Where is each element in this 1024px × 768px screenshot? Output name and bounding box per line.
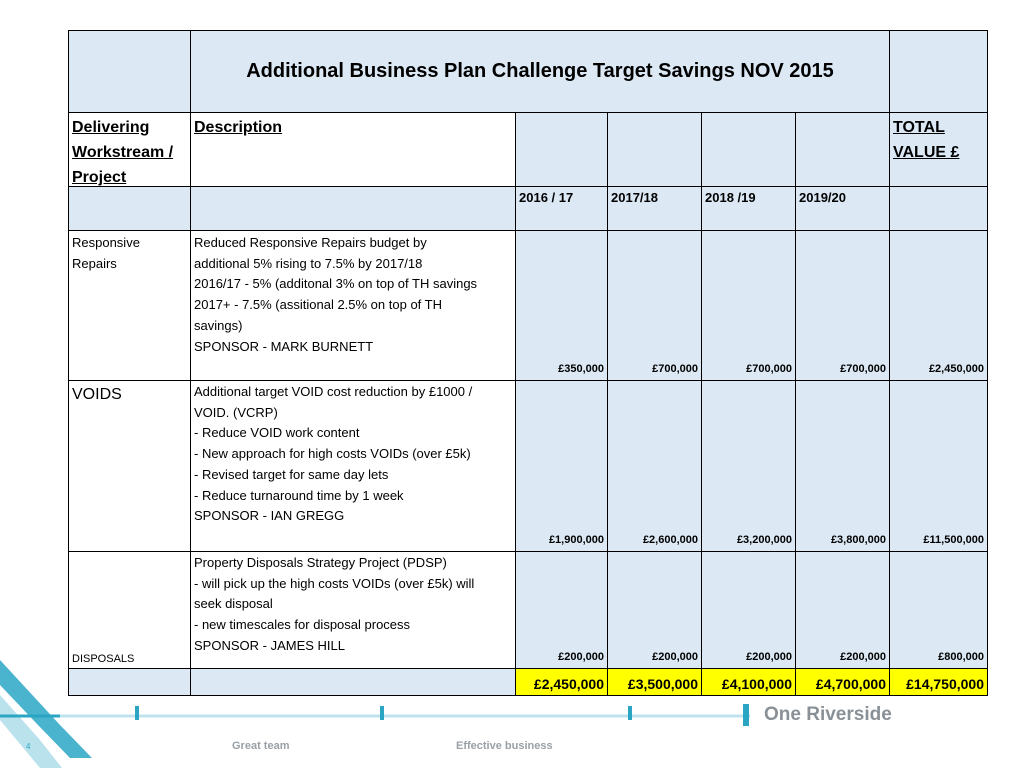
progress-tick	[135, 706, 139, 720]
value-cell: £350,000	[515, 230, 608, 381]
value-cell: £2,600,000	[607, 380, 702, 552]
workstream-line: VOIDS	[72, 386, 122, 403]
top-left-header-cell	[68, 30, 191, 113]
header-workstream-line-1: Delivering	[72, 119, 150, 136]
teal-swoosh	[0, 660, 92, 758]
value-cell: £200,000	[607, 551, 702, 669]
description-line: - Reduce turnaround time by 1 week	[194, 487, 404, 503]
total-value-cell: £4,100,000	[701, 668, 796, 696]
value-cell: £200,000	[515, 551, 608, 669]
value-cell: £700,000	[607, 230, 702, 381]
value-cell: £200,000	[701, 551, 796, 669]
year-row-blank-1	[68, 186, 191, 231]
workstream-line: Responsive	[72, 235, 140, 250]
total-value-cell: £4,700,000	[795, 668, 890, 696]
description-line: - new timescales for disposal process	[194, 617, 411, 633]
row-total-cell: £800,000	[889, 551, 988, 669]
description-line: seek disposal	[194, 596, 273, 612]
description-line: additional 5% rising to 7.5% by 2017/18	[194, 255, 423, 271]
header-blank-y2	[607, 112, 702, 187]
value-cell: £200,000	[795, 551, 890, 669]
workstream-line: DISPOSALS	[72, 653, 135, 665]
description-line: SPONSOR - IAN GREGG	[194, 508, 345, 524]
value-cell: £3,800,000	[795, 380, 890, 552]
total-value-cell: £2,450,000	[515, 668, 608, 696]
header-workstream	[68, 112, 191, 187]
header-blank-y3	[701, 112, 796, 187]
progress-tick	[628, 706, 632, 720]
footer-label-great-team: Great team	[232, 740, 290, 752]
description-line: 2016/17 - 5% (additonal 3% on top of TH savings	[194, 276, 478, 292]
value-cell: £700,000	[701, 230, 796, 381]
description-line: - will pick up the high costs VOIDs (over £5k) will	[194, 575, 475, 591]
row-workstream-responsive-repairs	[68, 230, 191, 381]
header-blank-y1	[515, 112, 608, 187]
row-total-cell: £2,450,000	[889, 230, 988, 381]
row-workstream-voids	[68, 380, 191, 552]
description-line: SPONSOR - JAMES HILL	[194, 637, 345, 653]
year-2018-19: 2018 /19	[701, 186, 796, 231]
progress-tick	[380, 706, 384, 720]
header-total-line-2: VALUE £	[893, 144, 960, 161]
description-line: VOID. (VCRP)	[194, 404, 278, 420]
description-line: Additional target VOID cost reduction by £1000 /	[194, 384, 473, 399]
description-line: SPONSOR - MARK BURNETT	[194, 338, 374, 354]
header-description	[190, 112, 516, 187]
top-right-header-cell	[889, 30, 988, 113]
description-line: 2017+ - 7.5% (assitional 2.5% on top of TH	[194, 297, 442, 313]
description-line: Property Disposals Strategy Project (PDSP)	[194, 555, 447, 570]
header-total-line-1: TOTAL	[893, 119, 945, 136]
year-2017-18: 2017/18	[607, 186, 702, 231]
progress-tick-end	[743, 704, 749, 726]
header-workstream-line-2: Workstream /	[72, 144, 174, 161]
value-cell: £1,900,000	[515, 380, 608, 552]
page-number: 4	[26, 742, 31, 751]
workstream-line: Repairs	[72, 255, 117, 271]
year-row-blank-2	[190, 186, 516, 231]
value-cell: £700,000	[795, 230, 890, 381]
description-line: Reduced Responsive Repairs budget by	[194, 235, 427, 250]
grand-total-cell: £14,750,000	[889, 668, 988, 696]
header-total	[889, 112, 988, 187]
year-2016-17: 2016 / 17	[515, 186, 608, 231]
brand-logo-text: One Riverside	[764, 704, 892, 725]
table-title: Additional Business Plan Challenge Target Savings NOV 2015	[190, 30, 890, 113]
row-description-responsive-repairs	[190, 230, 516, 381]
footer-label-effective-business: Effective business	[456, 740, 553, 752]
value-cell: £3,200,000	[701, 380, 796, 552]
row-total-cell: £11,500,000	[889, 380, 988, 552]
year-2019-20: 2019/20	[795, 186, 890, 231]
description-line: - New approach for high costs VOIDs (over £5k)	[194, 446, 471, 462]
description-line: - Reduce VOID work content	[194, 425, 360, 441]
header-workstream-line-3: Project	[72, 169, 127, 186]
header-description-label: Description	[194, 119, 283, 136]
description-line: savings)	[194, 317, 243, 333]
total-value-cell: £3,500,000	[607, 668, 702, 696]
description-line: - Revised target for same day lets	[194, 466, 389, 482]
row-description-voids	[190, 380, 516, 552]
year-row-blank-total	[889, 186, 988, 231]
header-blank-y4	[795, 112, 890, 187]
